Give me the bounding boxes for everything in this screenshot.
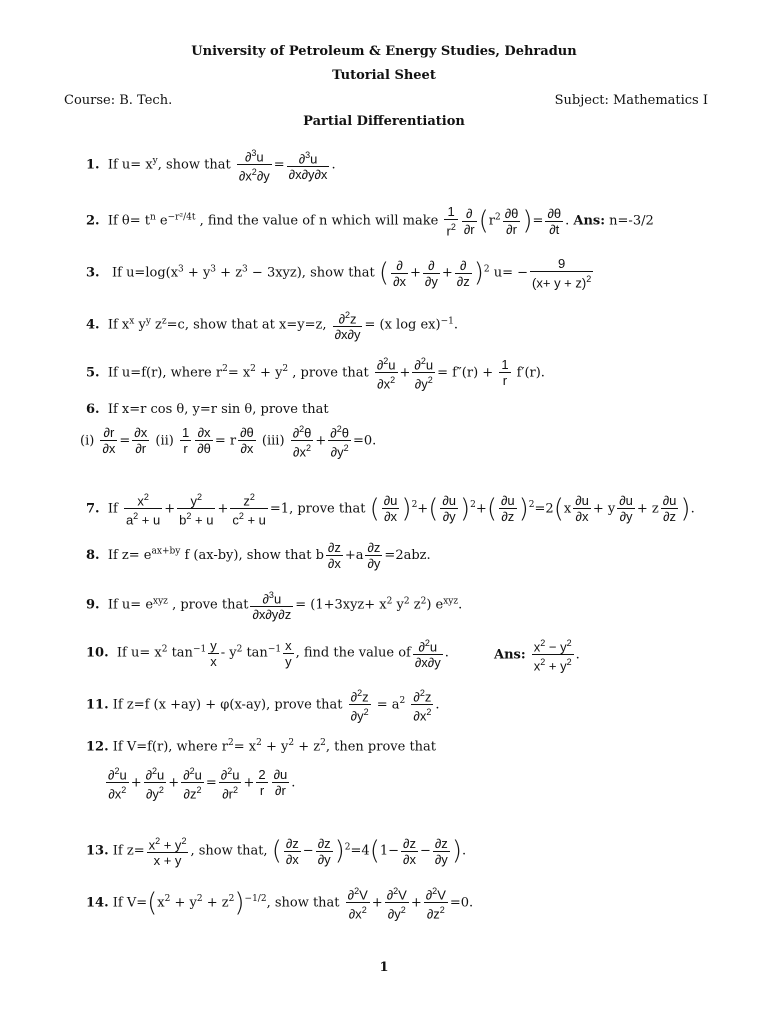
problem-8: 8. If $z= e^{ax+by}$ f (ax-by), show that b $\frac{\partial z}{\partial x}$ +a $\frac{\partial z}{\partial y}$ =2abz. (86, 540, 431, 571)
problem-9: 9. If $u= e^{xyz}$ , prove that $\frac{\partial^3u}{\partial x\partial y\partial z}$ = ($1+3xyz+ x^2$ $y^2$ $z^2$) $e^{xyz}$. (86, 590, 463, 623)
problem-5: 5. If u=f(r), where $r^2= x^2 + y^2$ , prove that $\frac{\partial^2u}{\partial x^2}$ + $\frac{\partial^2u}{\partial y^2}$ = f″(r) + $\frac{1}{r}$ f′(r). (86, 356, 545, 392)
problem-4: 4. If $x^x$ $y^y$ $z^z=c$, show that at x=y=z, $\frac{\partial^2z}{\partial x\partial y}$ = (x log ex)$^{-1}$. (86, 310, 459, 343)
problem-10-answer: Ans: $\frac{x^2 - y^2}{x^2 + y^2}$ . (494, 638, 580, 674)
course-label: Course: B. Tech. (64, 93, 173, 108)
problem-3: 3. If $u=\log(x^3 + y^3 + z^3 - 3xyz)$, show that ( $\frac{\partial}{\partial x}$ + $\frac{\partial}{\partial y}$ + $\frac{\partial}{\partial z}$ )$^2$ u= − $\frac{9}{(x+ y + z)^2}$ (86, 256, 592, 291)
problem-10: 10. If $u= x^2$ $\tan^{-1}$ $\frac{y}{x}$ - $y^2$ $\tan^{-1}$ $\frac{x}{y}$ , find the value of $\frac{\partial^2u}{\partial x\partial y}$ . (86, 637, 449, 671)
problem-12: 12. If V=f(r), where $r^2= x^2 + y^2 + z^2$, then prove that (86, 738, 437, 755)
page-number: 1 (379, 960, 389, 975)
topic-title: Partial Differentiation (303, 114, 465, 129)
problem-14: 14. If $V=(x^2 + y^2 + z^2)^{-1/2}$, show that $\frac{\partial^2V}{\partial x^2}$ + $\frac{\partial^2V}{\partial y^2}$ + $\frac{\partial^2V}{\partial z^2}$ =0. (86, 886, 474, 922)
problem-1: 1. If $u= x^y$, show that $\frac{\partial^3u}{\partial x^2\partial y}$ = $\frac{\partial^3u}{\partial x\partial y\partial x}$ . (86, 148, 336, 184)
subject-label: Subject: Mathematics I (554, 93, 708, 108)
problem-2: 2. If $\theta= t^n$ $e^{-r^2/4t}$ , find the value of n which will make $\frac{1}{r^2}$ $\frac{\partial}{\partial r}$ ($r^2$ $\frac{\partial\theta}{\partial r}$ )= $\frac{\partial\theta}{\partial t}$ . Ans: n=-3/2 (86, 204, 654, 239)
university-title: University of Petroleum & Energy Studies, Dehradun (191, 44, 577, 59)
problem-11: 11. If z=f (x +ay) + φ(x-ay), prove that $\frac{\partial^2z}{\partial y^2}$ = $a^2$ $\frac{\partial^2z}{\partial x^2}$ . (86, 688, 440, 724)
problem-6: 6. If x=r cos θ, y=r sin θ, prove that (86, 402, 329, 417)
problem-13: 13. If z= $\frac{x^2 + y^2}{x + y}$ , show that, ( $\frac{\partial z}{\partial x}$ − $\frac{\partial z}{\partial y}$ )$^2$=4(1− $\frac{\partial z}{\partial x}$ − $\frac{\partial z}{\partial y}$ ). (86, 835, 467, 869)
problem-12-equation: $\frac{\partial^2u}{\partial x^2}$ + $\frac{\partial^2u}{\partial y^2}$ + $\frac{\partial^2u}{\partial z^2}$ = $\frac{\partial^2u}{\partial r^2}$ + $\frac{2}{r}$ $\frac{\partial u}{\partial r}$ . (108, 766, 296, 802)
problem-6-parts: (i) $\frac{\partial r}{\partial x}$ = $\frac{\partial x}{\partial r}$ (ii) $\frac{1}{r}$ $\frac{\partial x}{\partial\theta}$ = r $\frac{\partial\theta}{\partial x}$ (iii) $\frac{\partial^2\theta}{\partial x^2}$ + $\frac{\partial^2\theta}{\partial y^2}$ =0. (80, 424, 377, 460)
problem-7: 7. If $\frac{x^2}{a^2 + u}$ + $\frac{y^2}{b^2 + u}$ + $\frac{z^2}{c^2 + u}$ =1, prove that ( $\frac{\partial u}{\partial x}$ )$^2$+( $\frac{\partial u}{\partial y}$ )$^2$+( $\frac{\partial u}{\partial z}$ )$^2$=2(x $\frac{\partial u}{\partial x}$ + y $\frac{\partial u}{\partial y}$ + z $\frac{\partial u}{\partial z}$ ). (86, 492, 695, 528)
sheet-title: Tutorial Sheet (332, 68, 436, 83)
